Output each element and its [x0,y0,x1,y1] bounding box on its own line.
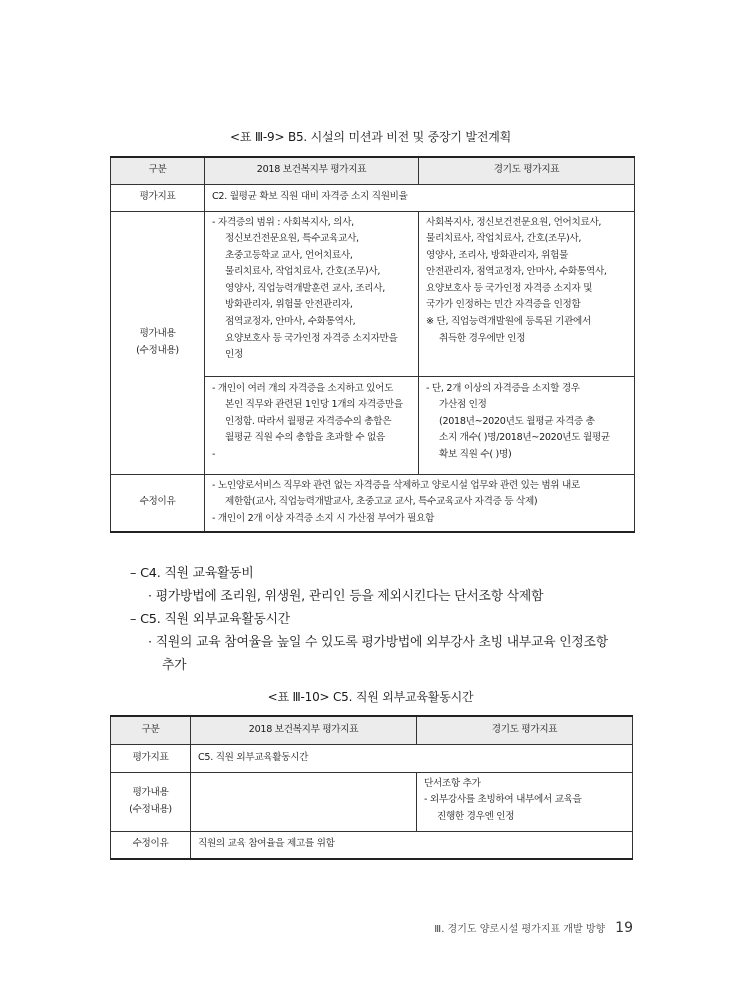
table1-content1-gyeonggi: 사회복지사, 정신보건전문요원, 언어치료사, 물리치료사, 작업치료사, 간호(조무)사, 영양사, 조리사, 방화관리자, 위험물 안전관리자, 점역교정자, 안마사, 수화통역사, 요양보호사 등 국가인정 자격증 소지자 및 국가가 인정하는 민간 자격증을 인정함 ※ 단, 직업능력개발원에 등록된 기관에서 취득한 경우에만 인정 [426,216,607,344]
table1-header-ministry: 2018 보건복지부 평가지표 [205,157,419,184]
table2-content-ministry [191,773,416,778]
table1-content2-ministry: - 개인이 여러 개의 자격증을 소지하고 있어도 본인 직무와 관련된 1인당 1개의 자격증만을 인정함. 따라서 월평균 자격증수의 총합은 월평균 직원 수의 총합을 초과할 수 없음 - [212,382,403,460]
table1-content2-gyeonggi: - 단, 2개 이상의 자격증을 소지할 경우 가산점 인정 (2018년~2020년도 월평균 자격증 총 소지 개수( )명/2018년~2020년도 월평균 확보 직원 수( )명) [426,382,610,460]
c4-item: · 평가방법에 조리원, 위생원, 관리인 등을 제외시킨다는 단서조항 삭제함 [148,589,544,604]
table2-header-ministry: 2018 보건복지부 평가지표 [191,716,417,744]
c5-item: · 직원의 교육 참여율을 높일 수 있도록 평가방법에 외부강사 초빙 내부교육 인정조항 [148,635,608,650]
table2-reason: 직원의 교육 참여율을 제고를 위함 [198,838,335,850]
page-footer [434,920,633,936]
table1-caption: <표 Ⅲ-9> B5. 시설의 미션과 비전 및 중장기 발전계획 [229,130,511,144]
table2-content-gyeonggi: 단서조항 추가 - 외부강사를 초빙하여 내부에서 교육을 진행한 경우엔 인정 [424,777,582,822]
table2-caption: <표 Ⅲ-10> C5. 직원 외부교육활동시간 [267,690,474,704]
table2-header-category: 구분 [111,716,191,744]
footer-section-title: Ⅲ. 경기도 양로시설 평가지표 개발 방향 [434,924,606,935]
table1-reason: - 노인양로서비스 직무와 관련 없는 자격증을 삭제하고 양로시설 업무와 관련 있는 범위 내로 제한함(교사, 직업능력개발교사, 초중고교 교사, 특수교육교사 자격증 등 삭제) - 개인이 2개 이상 자격증 소지 시 가산점 부여가 필요함 [212,479,580,524]
revision-notes [130,562,608,677]
table2-content-label: 평가내용 (수정내용) [111,772,191,831]
table2-indicator-label: 평가지표 [111,744,191,772]
table1-indicator-label: 평가지표 [111,184,205,211]
page-number: 19 [615,920,633,936]
c5-item-continued: 추가 [162,658,187,673]
table1-header-gyeonggi: 경기도 평가지표 [419,157,635,184]
table1-content-label: 평가내용 (수정내용) [111,211,205,474]
table2 [110,715,633,860]
c4-heading: – C4. 직원 교육활동비 [130,566,254,581]
c5-heading: – C5. 직원 외부교육활동시간 [130,612,290,627]
table1 [110,156,635,533]
table2-header-gyeonggi: 경기도 평가지표 [417,716,633,744]
table1-reason-label: 수정이유 [111,474,205,532]
table1-header-category: 구분 [111,157,205,184]
table2-reason-label: 수정이유 [111,831,191,859]
table1-content1-ministry: - 자격증의 범위 : 사회복지사, 의사, 정신보건전문요원, 특수교육교사, 초중고등학교 교사, 언어치료사, 물리치료사, 작업치료사, 간호(조무)사, 영양사, 직업능력개발훈련 교사, 조리사, 방화관리자, 위험물 안전관리자, 점역교정자, 안마사, 수화통역사, 요양보호사 등 국가인정 자격증 소지자만을 인정 [212,216,398,361]
table2-indicator-value: C5. 직원 외부교육활동시간 [198,751,309,763]
table1-indicator-value: C2. 월평균 확보 직원 대비 자격증 소지 직원비율 [212,191,408,203]
